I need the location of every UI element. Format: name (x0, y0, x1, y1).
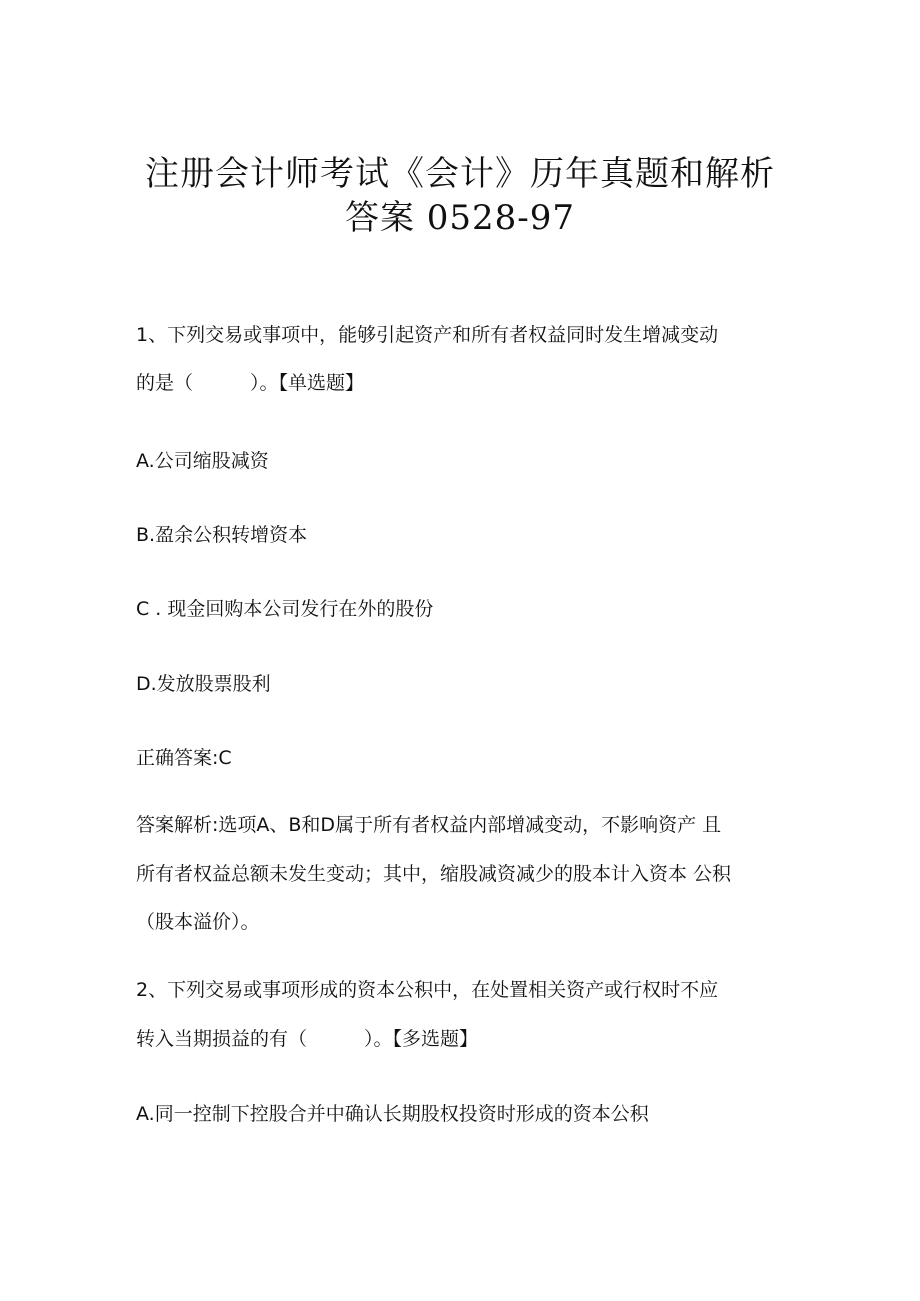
question-1-stem-line-1: 1、下列交易或事项中，能够引起资产和所有者权益同时发生增减变动 (136, 324, 719, 346)
question-1-stem-line-2: 的是（ ）。【单选题】 (136, 372, 365, 394)
question-2-stem-line-2: 转入当期损益的有（ ）。【多选题】 (136, 1028, 479, 1050)
question-1-option-b: B.盈余公积转增资本 (136, 524, 308, 546)
question-1-analysis-line-3: （股本溢价）。 (136, 911, 260, 933)
question-1-analysis-line-2: 所有者权益总额未发生变动；其中，缩股减资减少的股本计入资本 公积 (136, 863, 732, 885)
document-title-line-1: 注册会计师考试《会计》历年真题和解析 (145, 154, 775, 194)
question-2-option-a: A.同一控制下控股合并中确认长期股权投资时形成的资本公积 (136, 1103, 649, 1125)
question-1-option-c: C . 现金回购本公司发行在外的股份 (136, 598, 434, 620)
question-1-answer: 正确答案:C (136, 747, 232, 769)
question-2-stem-line-1: 2、下列交易或事项形成的资本公积中，在处置相关资产或行权时不应 (136, 979, 719, 1001)
question-1-option-d: D.发放股票股利 (136, 673, 271, 695)
document-title-line-2: 答案 0528-97 (344, 198, 576, 238)
question-1-analysis-line-1: 答案解析:选项A、B和D属于所有者权益内部增减变动，不影响资产 且 (136, 814, 722, 836)
question-1-option-a: A.公司缩股减资 (136, 450, 269, 472)
